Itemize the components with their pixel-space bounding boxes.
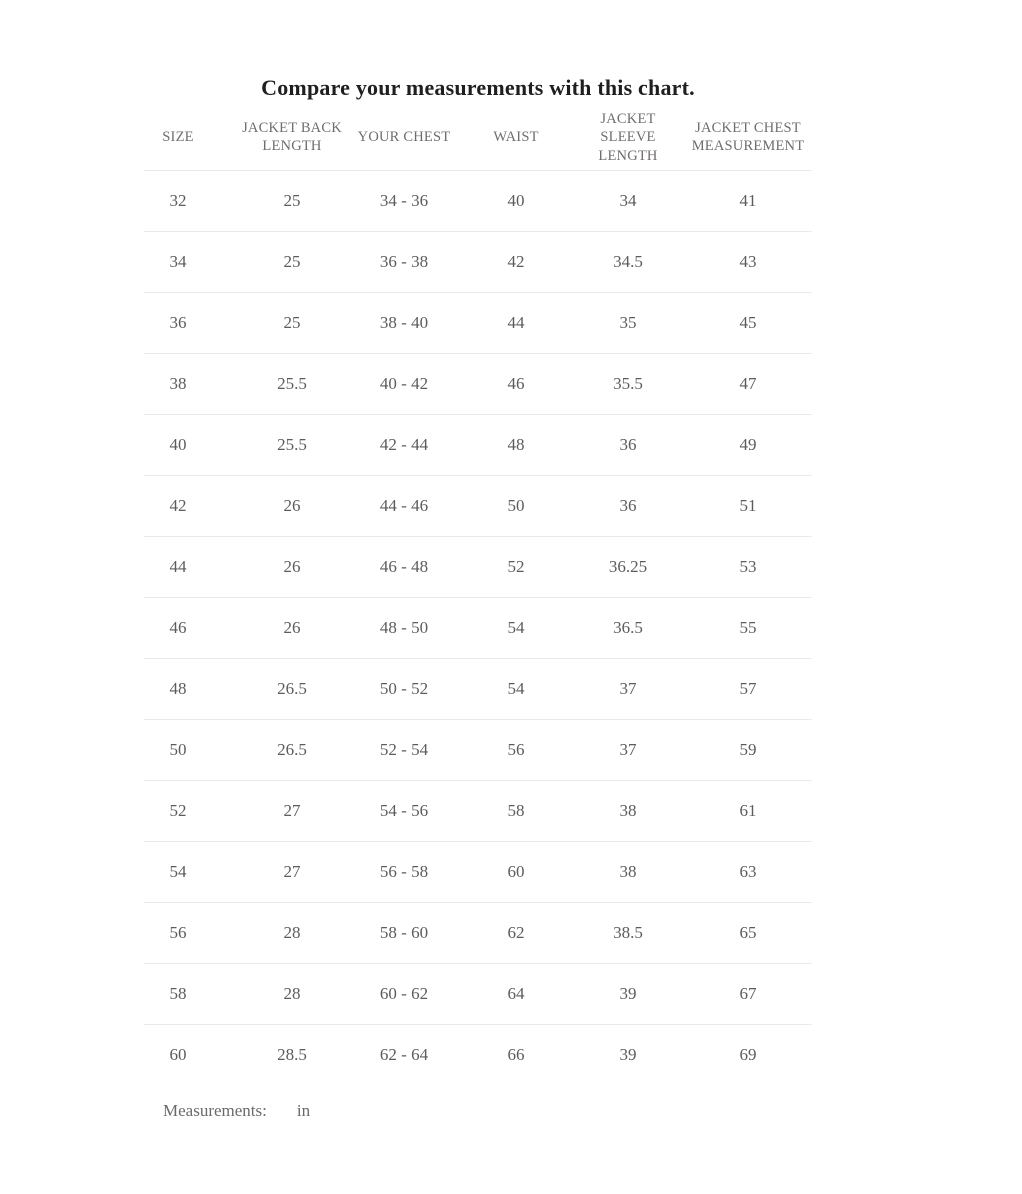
table-row [144,720,812,781]
cell-size: 38 [169,374,187,394]
cell-jacket-sleeve-length: 36 [619,435,637,455]
cell-waist: 62 [507,923,525,943]
cell-waist: 64 [507,984,525,1004]
column-header-jacket-sleeve-length: JACKET SLEEVE LENGTH [572,105,684,171]
measurements-label: Measurements: [163,1100,267,1120]
measurements-footer [144,1101,812,1121]
cell-jacket-sleeve-length: 34 [619,191,637,211]
cell-size: 60 [169,1045,187,1065]
cell-your-chest: 60 - 62 [379,984,429,1004]
column-header-jacket-chest-measurement: JACKET CHEST MEASUREMENT [684,105,812,171]
cell-size: 42 [169,496,187,516]
cell-your-chest: 34 - 36 [379,191,429,211]
cell-size: 36 [169,313,187,333]
cell-jacket-back-length: 26 [283,618,301,638]
cell-jacket-sleeve-length: 38 [619,862,637,882]
cell-jacket-back-length: 27 [283,862,301,882]
cell-jacket-chest-measurement: 65 [739,923,757,943]
cell-waist: 60 [507,862,525,882]
cell-jacket-sleeve-length: 36 [619,496,637,516]
cell-waist: 50 [507,496,525,516]
cell-jacket-chest-measurement: 49 [739,435,757,455]
cell-jacket-chest-measurement: 55 [739,618,757,638]
cell-size: 56 [169,923,187,943]
table-row [144,537,812,598]
cell-your-chest: 50 - 52 [379,679,429,699]
cell-jacket-sleeve-length: 39 [619,984,637,1004]
cell-waist: 66 [507,1045,525,1065]
cell-your-chest: 40 - 42 [379,374,429,394]
cell-your-chest: 44 - 46 [379,496,429,516]
cell-jacket-back-length: 25 [283,313,301,333]
cell-jacket-back-length: 26 [283,557,301,577]
cell-size: 54 [169,862,187,882]
cell-jacket-sleeve-length: 37 [619,679,637,699]
cell-waist: 54 [507,618,525,638]
cell-jacket-chest-measurement: 43 [739,252,757,272]
table-row [144,232,812,293]
cell-jacket-back-length: 25 [283,252,301,272]
cell-size: 58 [169,984,187,1004]
cell-jacket-sleeve-length: 36.25 [608,557,648,577]
cell-your-chest: 36 - 38 [379,252,429,272]
table-row [144,964,812,1025]
cell-jacket-chest-measurement: 61 [739,801,757,821]
cell-size: 40 [169,435,187,455]
cell-jacket-sleeve-length: 38.5 [613,923,643,943]
cell-jacket-chest-measurement: 45 [739,313,757,333]
cell-jacket-chest-measurement: 41 [739,191,757,211]
cell-jacket-sleeve-length: 39 [619,1045,637,1065]
cell-size: 34 [169,252,187,272]
cell-jacket-back-length: 25.5 [277,374,307,394]
cell-jacket-back-length: 26.5 [277,679,307,699]
page-title: Compare your measurements with this chart. [261,75,695,100]
cell-jacket-sleeve-length: 35.5 [613,374,643,394]
cell-size: 52 [169,801,187,821]
cell-jacket-back-length: 26.5 [277,740,307,760]
table-row [144,415,812,476]
cell-jacket-back-length: 28 [283,923,301,943]
cell-jacket-back-length: 25.5 [277,435,307,455]
table-row [144,842,812,903]
cell-your-chest: 46 - 48 [379,557,429,577]
cell-waist: 46 [507,374,525,394]
cell-your-chest: 52 - 54 [379,740,429,760]
cell-waist: 52 [507,557,525,577]
table-row [144,293,812,354]
cell-waist: 40 [507,191,525,211]
table-row [144,476,812,537]
cell-size: 32 [169,191,187,211]
cell-jacket-sleeve-length: 35 [619,313,637,333]
cell-jacket-chest-measurement: 63 [739,862,757,882]
cell-jacket-sleeve-length: 38 [619,801,637,821]
cell-jacket-back-length: 26 [283,496,301,516]
cell-jacket-sleeve-length: 34.5 [613,252,643,272]
cell-jacket-chest-measurement: 53 [739,557,757,577]
table-row [144,598,812,659]
cell-your-chest: 38 - 40 [379,313,429,333]
table-header [144,105,812,171]
column-header-your-chest: YOUR CHEST [348,105,460,171]
cell-your-chest: 48 - 50 [379,618,429,638]
cell-jacket-back-length: 28.5 [277,1045,307,1065]
cell-waist: 56 [507,740,525,760]
column-header-size: SIZE [144,105,236,171]
table-row [144,1025,812,1086]
column-header-jacket-back-length: JACKET BACK LENGTH [236,105,348,171]
cell-jacket-back-length: 28 [283,984,301,1004]
cell-jacket-chest-measurement: 59 [739,740,757,760]
cell-waist: 58 [507,801,525,821]
cell-size: 46 [169,618,187,638]
cell-jacket-sleeve-length: 36.5 [613,618,643,638]
cell-your-chest: 58 - 60 [379,923,429,943]
cell-size: 44 [169,557,187,577]
table-header-row [144,105,812,171]
cell-waist: 48 [507,435,525,455]
table-body [144,171,812,1086]
size-chart-table-wrap [144,105,812,1121]
cell-jacket-chest-measurement: 69 [739,1045,757,1065]
cell-waist: 42 [507,252,525,272]
cell-jacket-chest-measurement: 57 [739,679,757,699]
cell-jacket-chest-measurement: 47 [739,374,757,394]
cell-size: 50 [169,740,187,760]
size-chart-table [144,105,812,1086]
cell-size: 48 [169,679,187,699]
table-row [144,659,812,720]
table-row [144,354,812,415]
cell-jacket-sleeve-length: 37 [619,740,637,760]
cell-your-chest: 42 - 44 [379,435,429,455]
cell-jacket-back-length: 25 [283,191,301,211]
column-header-waist: WAIST [460,105,572,171]
cell-waist: 44 [507,313,525,333]
cell-your-chest: 54 - 56 [379,801,429,821]
unit-value[interactable]: in [296,1100,311,1120]
cell-jacket-chest-measurement: 67 [739,984,757,1004]
cell-waist: 54 [507,679,525,699]
cell-jacket-back-length: 27 [283,801,301,821]
cell-your-chest: 62 - 64 [379,1045,429,1065]
cell-jacket-chest-measurement: 51 [739,496,757,516]
table-row [144,171,812,232]
table-row [144,781,812,842]
table-row [144,903,812,964]
cell-your-chest: 56 - 58 [379,862,429,882]
